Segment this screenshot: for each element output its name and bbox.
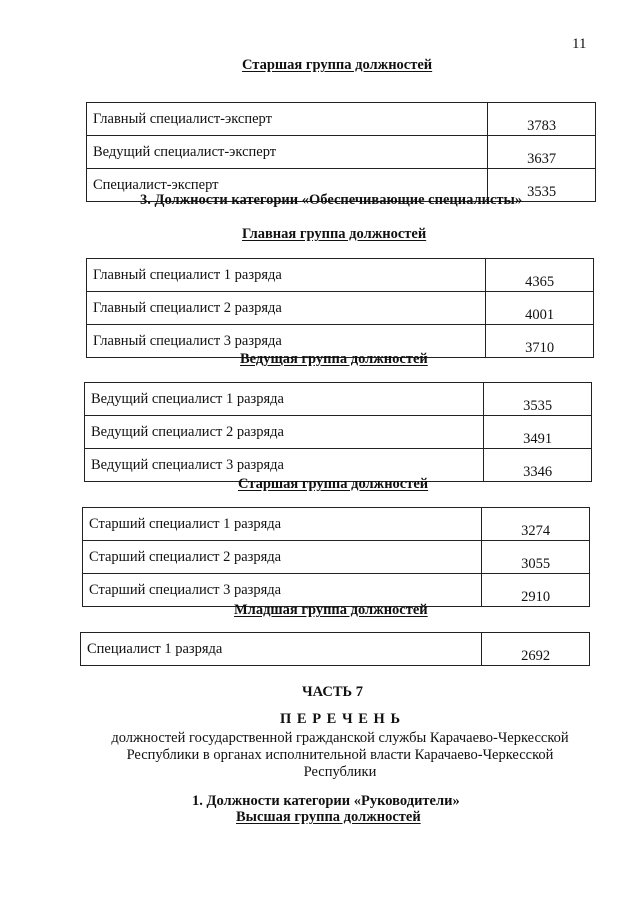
- table-row: Ведущий специалист 2 разряда 3491: [85, 416, 592, 449]
- table-junior-group: [80, 632, 590, 666]
- table-main-group: [86, 258, 594, 358]
- table-row: Специалист 1 разряда 2692: [81, 633, 590, 666]
- part7-title: ЧАСТЬ 7: [302, 684, 363, 700]
- table-leading-group: [84, 382, 592, 482]
- table-row: Главный специалист 2 разряда 4001: [87, 292, 594, 325]
- table-row: Старший специалист 2 разряда 3055: [83, 541, 590, 574]
- table-senior-group: [82, 507, 590, 607]
- table-senior-experts: [86, 102, 596, 202]
- list-title: П Е Р Е Ч Е Н Ь: [280, 711, 402, 727]
- table-row: Ведущий специалист 1 разряда 3535: [85, 383, 592, 416]
- group-heading-highest: Высшая группа должностей: [236, 809, 421, 825]
- table-row: Главный специалист 1 разряда 4365: [87, 259, 594, 292]
- description-line-2: Республики в органах исполнительной власти Карачаево-Черкесской: [126, 747, 554, 763]
- table-row: Специалист-эксперт 3535: [87, 169, 596, 202]
- category1-heading: 1. Должности категории «Руководители»: [192, 793, 460, 809]
- table-row: Старший специалист 3 разряда 2910: [83, 574, 590, 607]
- table-row: Старший специалист 1 разряда 3274: [83, 508, 590, 541]
- description-line-1: должностей государственной гражданской службы Карачаево-Черкесской: [111, 730, 569, 746]
- group-heading-senior: Старшая группа должностей: [238, 476, 429, 492]
- page-number: 11: [572, 36, 587, 52]
- table-row: Ведущий специалист-эксперт 3637: [87, 136, 596, 169]
- description-line-3: Республики: [303, 764, 377, 780]
- group-heading-main: Главная группа должностей: [242, 226, 427, 242]
- group-heading-leading: Ведущая группа должностей: [240, 351, 428, 367]
- table-row: Ведущий специалист 3 разряда 3346: [85, 449, 592, 482]
- category3-heading: 3. Должности категории «Обеспечивающие специалисты»: [140, 192, 523, 208]
- group-heading-junior: Младшая группа должностей: [234, 602, 428, 618]
- table-row: Главный специалист-эксперт 3783: [87, 103, 596, 136]
- table-row: Главный специалист 3 разряда 3710: [87, 325, 594, 358]
- group-heading-senior-top: Старшая группа должностей: [242, 57, 433, 73]
